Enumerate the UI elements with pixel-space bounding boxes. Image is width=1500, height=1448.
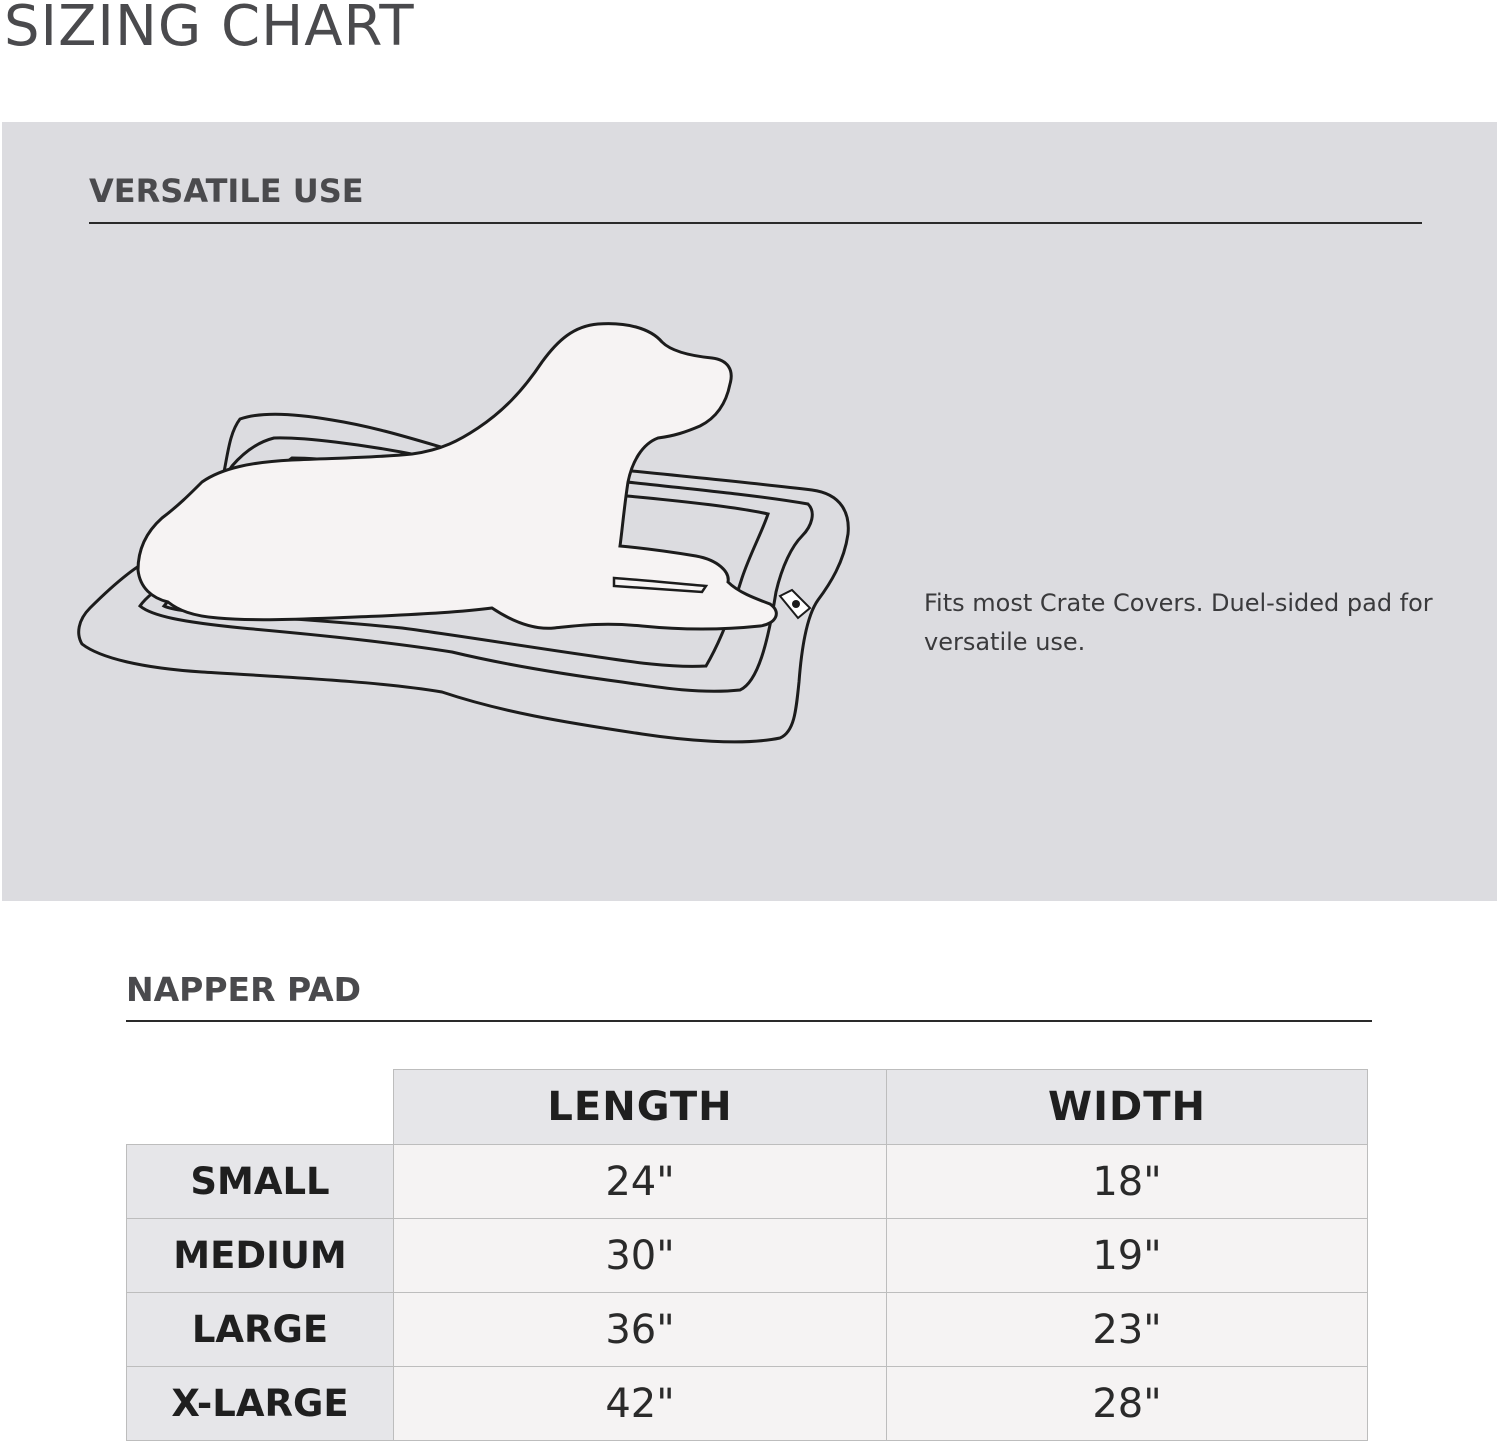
- cell-large-width: 23": [887, 1293, 1368, 1367]
- versatile-use-description: Fits most Crate Covers. Duel-sided pad for versatile use.: [924, 589, 1433, 656]
- cell-x-large-length: 42": [394, 1367, 887, 1441]
- pad-label-logo: [792, 600, 800, 608]
- cell-small-length: 24": [394, 1145, 887, 1219]
- napper-pad-size-table: [126, 1069, 1368, 1441]
- table-header-row: [127, 1070, 1368, 1145]
- row-header-x-large: X-LARGE: [127, 1367, 394, 1441]
- table-corner-cell: [127, 1070, 394, 1145]
- row-header-medium: MEDIUM: [127, 1219, 394, 1293]
- table-row: [127, 1367, 1368, 1441]
- table-row: [127, 1293, 1368, 1367]
- dog-on-pad-illustration: [2, 122, 1497, 901]
- row-header-large: LARGE: [127, 1293, 394, 1367]
- table-row: [127, 1219, 1368, 1293]
- cell-medium-length: 30": [394, 1219, 887, 1293]
- cell-small-width: 18": [887, 1145, 1368, 1219]
- row-header-small: SMALL: [127, 1145, 394, 1219]
- versatile-use-panel: [2, 122, 1497, 901]
- column-header-width: WIDTH: [887, 1070, 1368, 1145]
- cell-large-length: 36": [394, 1293, 887, 1367]
- versatile-use-heading: VERSATILE USE: [89, 172, 364, 210]
- cell-x-large-width: 28": [887, 1367, 1368, 1441]
- napper-pad-heading: NAPPER PAD: [126, 970, 362, 1009]
- cell-medium-width: 19": [887, 1219, 1368, 1293]
- table-row: [127, 1145, 1368, 1219]
- page-title: SIZING CHART: [4, 0, 415, 59]
- napper-pad-divider: [126, 1020, 1372, 1022]
- column-header-length: LENGTH: [394, 1070, 887, 1145]
